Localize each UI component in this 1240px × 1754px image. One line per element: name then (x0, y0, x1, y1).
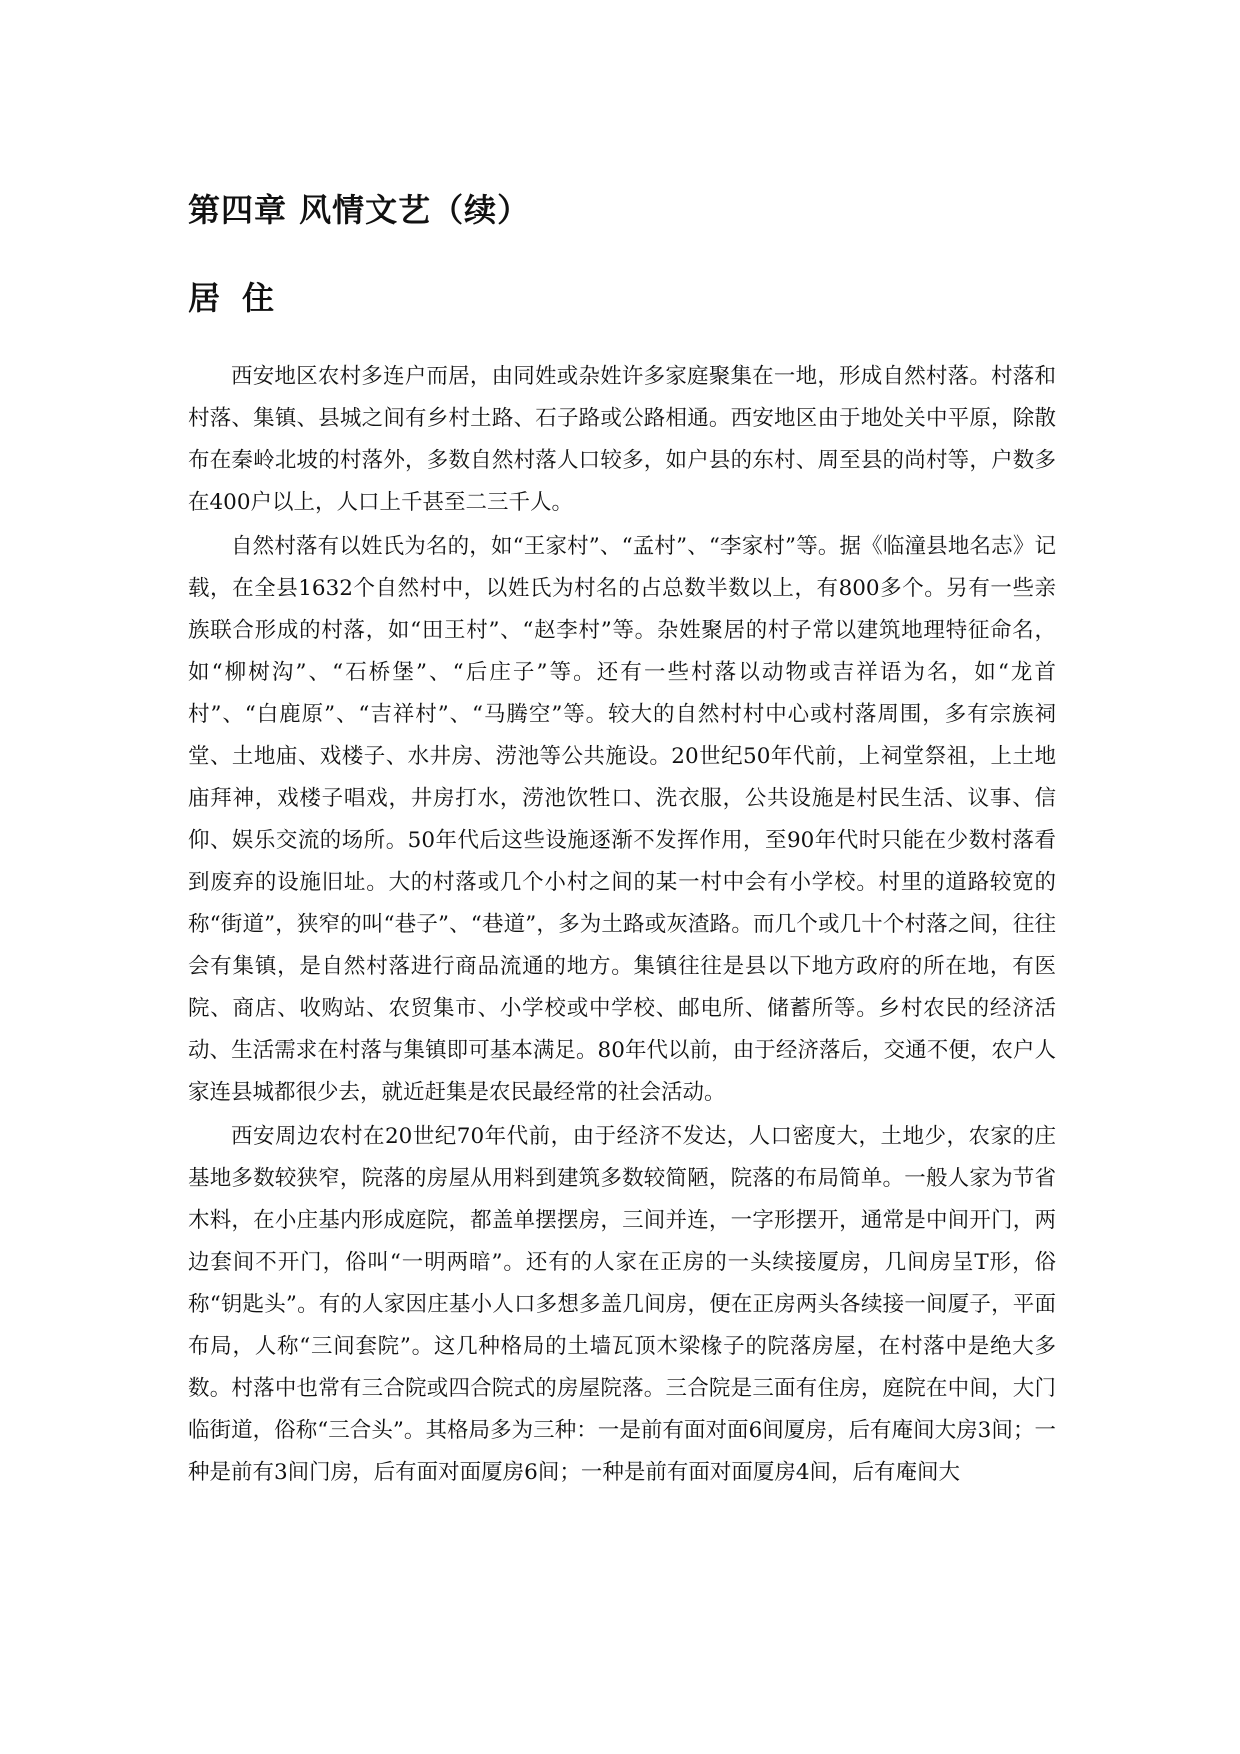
chapter-title: 第四章 风情文艺（续） (188, 191, 531, 229)
section-title: 居住 (188, 279, 297, 317)
paragraph: 西安周边农村在20世纪70年代前，由于经济不发达，人口密度大，土地少，农家的庄基地多数较狭窄，院落的房屋从用料到建筑多数较简陋，院落的布局简单。一般人家为节省木料，在小庄基内形成庭院，都盖单摆摆房，三间并连，一字形摆开，通常是中间开门，两边套间不开门，俗叫“一明两暗”。还有的人家在正房的一头续接厦房，几间房呈T形，俗称“钥匙头”。有的人家因庄基小人口多想多盖几间房，便在正房两头各续接一间厦子，平面布局，人称“三间套院”。这几种格局的土墙瓦顶木梁椽子的院落房屋，在村落中是绝大多数。村落中也常有三合院或四合院式的房屋院落。三合院是三面有住房，庭院在中间，大门临街道，俗称“三合头”。其格局多为三种：一是前有面对面6间厦房，后有庵间大房3间；一种是前有3间门房，后有面对面厦房6间；一种是前有面对面厦房4间，后有庵间大 (188, 1124, 1056, 1485)
paragraph: 西安地区农村多连户而居，由同姓或杂姓许多家庭聚集在一地，形成自然村落。村落和村落、集镇、县城之间有乡村土路、石子路或公路相通。西安地区由于地处关中平原，除散布在秦岭北坡的村落外，多数自然村落人口较多，如户县的东村、周至县的尚村等，户数多在400户以上，人口上千甚至二三千人。 (188, 364, 1056, 515)
document-page (188, 180, 1056, 1496)
body-text (188, 356, 1056, 1494)
paragraph: 自然村落有以姓氏为名的，如“王家村”、“孟村”、“李家村”等。据《临潼县地名志》记载，在全县1632个自然村中，以姓氏为村名的占总数半数以上，有800多个。另有一些亲族联合形成的村落，如“田王村”、“赵李村”等。杂姓聚居的村子常以建筑地理特征命名，如“柳树沟”、“石桥堡”、“后庄子”等。还有一些村落以动物或吉祥语为名，如“龙首村”、“白鹿原”、“吉祥村”、“马腾空”等。较大的自然村村中心或村落周围，多有宗族祠堂、土地庙、戏楼子、水井房、涝池等公共施设。20世纪50年代前，上祠堂祭祖，上土地庙拜神，戏楼子唱戏，井房打水，涝池饮牲口、洗衣服，公共设施是村民生活、议事、信仰、娱乐交流的场所。50年代后这些设施逐渐不发挥作用，至90年代时只能在少数村落看到废弃的设施旧址。大的村落或几个小村之间的某一村中会有小学校。村里的道路较宽的称“街道”，狭窄的叫“巷子”、“巷道”，多为土路或灰渣路。而几个或几十个村落之间，往往会有集镇，是自然村落进行商品流通的地方。集镇往往是县以下地方政府的所在地，有医院、商店、收购站、农贸集市、小学校或中学校、邮电所、储蓄所等。乡村农民的经济活动、生活需求在村落与集镇即可基本满足。80年代以前，由于经济落后，交通不便，农户人家连县城都很少去，就近赶集是农民最经常的社会活动。 (188, 534, 1056, 1105)
